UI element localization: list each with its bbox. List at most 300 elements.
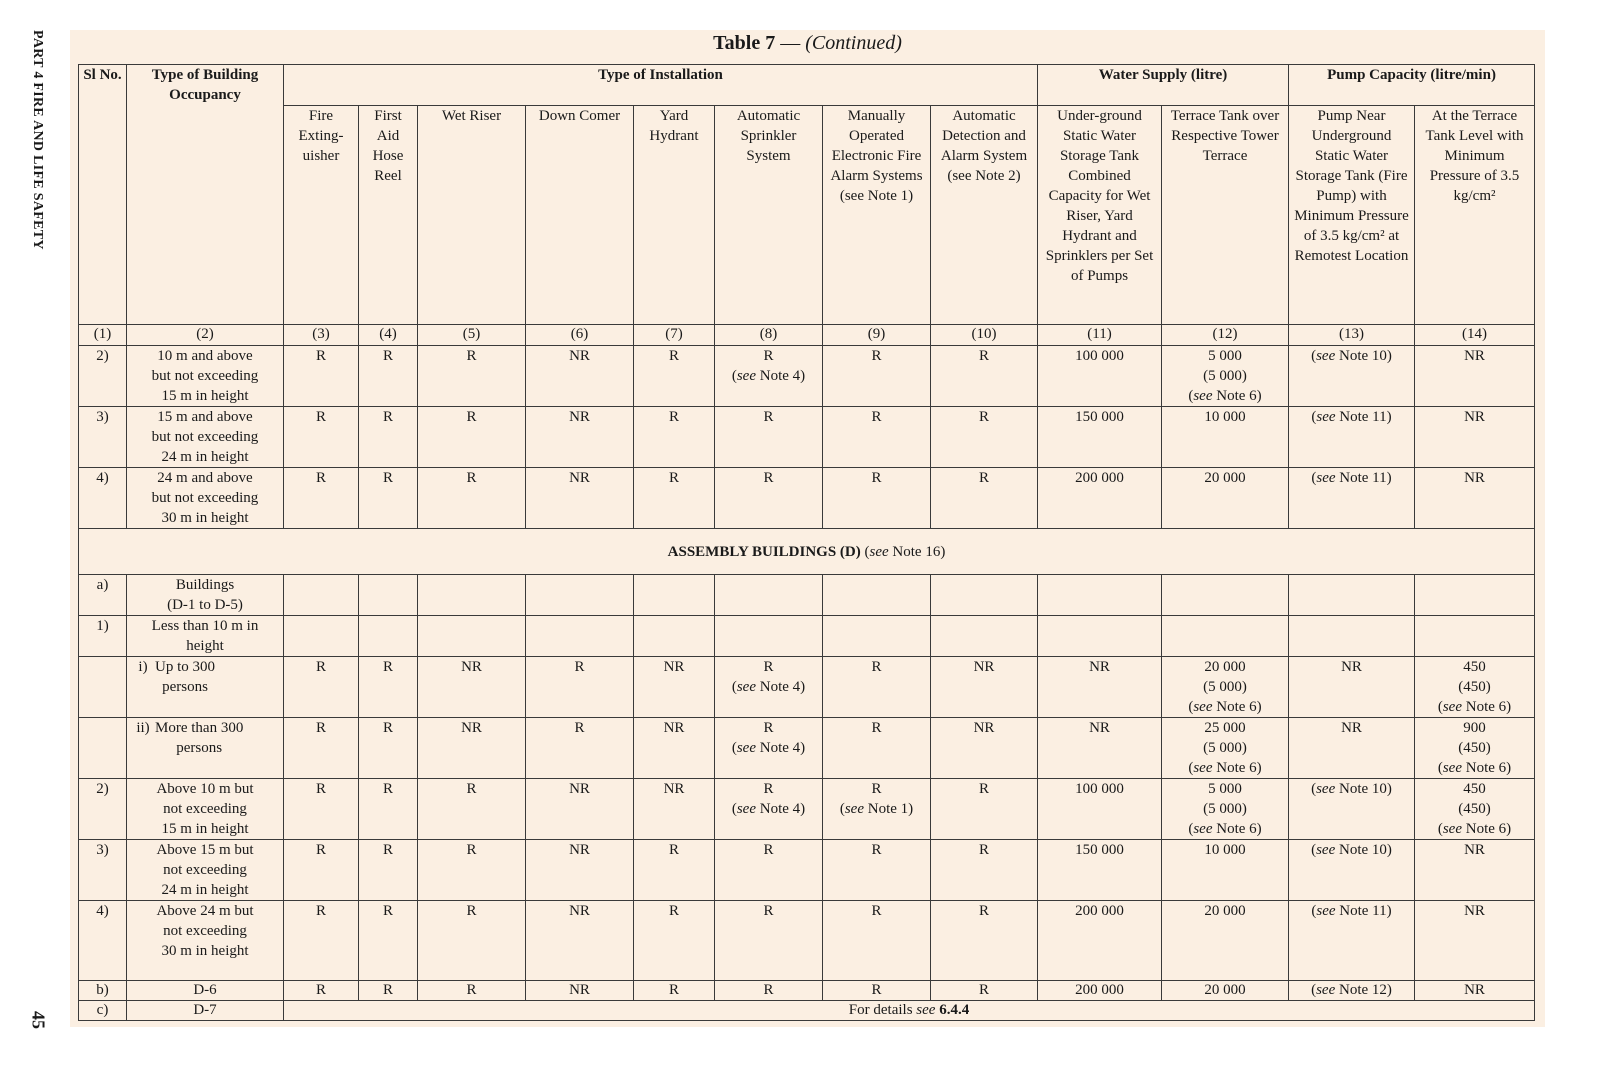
row-occupancy bbox=[127, 575, 284, 616]
cell-line: NR bbox=[1464, 348, 1485, 364]
cell-line: (see Note 4) bbox=[731, 679, 806, 695]
cell-line: (5 000) bbox=[1203, 368, 1247, 384]
cell-col-5 bbox=[418, 468, 526, 529]
sub-label bbox=[155, 657, 215, 697]
column-number-12: (12) bbox=[1162, 325, 1289, 346]
cell-col-13 bbox=[1289, 840, 1415, 901]
cell-col-8 bbox=[715, 840, 823, 901]
cell-line: R bbox=[574, 659, 585, 675]
cell-line: R bbox=[466, 409, 477, 425]
occupancy-line: (D-1 to D-5) bbox=[167, 597, 243, 613]
cell-col-11 bbox=[1038, 901, 1162, 981]
cell-line: R bbox=[466, 348, 477, 364]
header-col-7: Yard Hydrant bbox=[634, 106, 715, 325]
cell-col-5 bbox=[418, 657, 526, 718]
occupancy-line: 30 m in height bbox=[161, 510, 249, 526]
cell-col-13 bbox=[1289, 346, 1415, 407]
header-col-8: Automatic Sprinkler System bbox=[715, 106, 823, 325]
occupancy-line: not exceeding bbox=[163, 923, 247, 939]
table-row bbox=[79, 901, 1535, 981]
header-col-11: Under-ground Static Water Storage Tank Combined Capacity for Wet Riser, Yard Hydrant and Sprinklers per Set of Pumps bbox=[1038, 106, 1162, 325]
cell-col-11 bbox=[1038, 616, 1162, 657]
cell-line: R bbox=[871, 659, 882, 675]
cell-line: NR bbox=[569, 781, 590, 797]
cell-col-10 bbox=[931, 468, 1038, 529]
cell-col-14 bbox=[1415, 901, 1535, 981]
section-heading bbox=[79, 529, 1535, 575]
cell-line: 20 000 bbox=[1204, 903, 1246, 919]
row-sl-number: 1) bbox=[79, 616, 127, 657]
cell-line: 200 000 bbox=[1075, 470, 1124, 486]
cell-col-9 bbox=[823, 616, 931, 657]
cell-line: R bbox=[978, 409, 989, 425]
cell-line: (450) bbox=[1458, 740, 1491, 756]
column-number-9: (9) bbox=[823, 325, 931, 346]
cell-line: R bbox=[763, 903, 774, 919]
header-pump-capacity: Pump Capacity (litre/min) bbox=[1289, 65, 1535, 106]
header-col-14: At the Terrace Tank Level with Minimum Pressure of 3.5 kg/cm² bbox=[1415, 106, 1535, 325]
cell-col-14 bbox=[1415, 779, 1535, 840]
column-number-1: (1) bbox=[79, 325, 127, 346]
cell-line: 900 bbox=[1463, 720, 1486, 736]
cell-line: R bbox=[763, 982, 774, 998]
cell-col-8 bbox=[715, 575, 823, 616]
cell-col-11 bbox=[1038, 718, 1162, 779]
cell-line: (see Note 6) bbox=[1188, 388, 1262, 404]
header-water-supply: Water Supply (litre) bbox=[1038, 65, 1289, 106]
cell-col-6 bbox=[526, 981, 634, 1001]
table-row bbox=[79, 840, 1535, 901]
column-number-14: (14) bbox=[1415, 325, 1535, 346]
cell-line: 25 000 bbox=[1204, 720, 1246, 736]
cell-col-6 bbox=[526, 718, 634, 779]
cell-col-9 bbox=[823, 779, 931, 840]
row-occupancy bbox=[127, 718, 284, 779]
cell-col-6 bbox=[526, 657, 634, 718]
cell-col-9 bbox=[823, 346, 931, 407]
cell-col-13 bbox=[1289, 901, 1415, 981]
cell-col-10 bbox=[931, 657, 1038, 718]
cell-col-11 bbox=[1038, 346, 1162, 407]
cell-line: NR bbox=[1464, 842, 1485, 858]
header-row-groups bbox=[79, 65, 1535, 106]
cell-col-4 bbox=[359, 407, 418, 468]
cell-col-8 bbox=[715, 657, 823, 718]
table-row bbox=[79, 616, 1535, 657]
cell-line: R bbox=[763, 842, 774, 858]
table-row bbox=[79, 779, 1535, 840]
cell-col-4 bbox=[359, 657, 418, 718]
cell-col-4 bbox=[359, 981, 418, 1001]
cell-line: R bbox=[978, 842, 989, 858]
cell-line: 20 000 bbox=[1204, 470, 1246, 486]
cell-col-14 bbox=[1415, 657, 1535, 718]
row-sl-number: 3) bbox=[79, 407, 127, 468]
cell-col-5 bbox=[418, 901, 526, 981]
cell-line: R bbox=[978, 781, 989, 797]
sub-label bbox=[155, 718, 243, 758]
cell-line: NR bbox=[569, 348, 590, 364]
cell-col-9 bbox=[823, 657, 931, 718]
cell-line: (see Note 11) bbox=[1311, 903, 1392, 919]
cell-col-3 bbox=[284, 981, 359, 1001]
detail-ref: 6.4.4 bbox=[935, 1002, 970, 1018]
cell-line: (see Note 10) bbox=[1311, 348, 1392, 364]
cell-col-5 bbox=[418, 981, 526, 1001]
cell-line: 450 bbox=[1463, 659, 1486, 675]
occupancy-line: More than 300 bbox=[155, 720, 244, 736]
row-sl-number: c) bbox=[79, 1001, 127, 1021]
table-row bbox=[79, 1001, 1535, 1021]
cell-col-3 bbox=[284, 901, 359, 981]
cell-line: (see Note 6) bbox=[1437, 760, 1512, 776]
row-sl-number: a) bbox=[79, 575, 127, 616]
cell-line: 10 000 bbox=[1204, 409, 1246, 425]
header-col-13: Pump Near Underground Static Water Storage Tank (Fire Pump) with Minimum Pressure of 3.5 kg/cm² at Remotest Location bbox=[1289, 106, 1415, 325]
cell-line: NR bbox=[569, 409, 590, 425]
row-occupancy bbox=[127, 901, 284, 981]
cell-col-8 bbox=[715, 616, 823, 657]
row-occupancy bbox=[127, 407, 284, 468]
cell-col-4 bbox=[359, 718, 418, 779]
cell-col-4 bbox=[359, 901, 418, 981]
cell-col-10 bbox=[931, 779, 1038, 840]
table-row bbox=[79, 981, 1535, 1001]
cell-line: 150 000 bbox=[1075, 409, 1124, 425]
cell-line: R bbox=[382, 842, 393, 858]
occupancy-line: Buildings bbox=[175, 577, 235, 593]
column-number-6: (6) bbox=[526, 325, 634, 346]
cell-line: R bbox=[668, 348, 679, 364]
cell-line: R bbox=[871, 781, 882, 797]
cell-line: (5 000) bbox=[1203, 679, 1247, 695]
cell-line: 20 000 bbox=[1204, 982, 1246, 998]
cell-col-7 bbox=[634, 575, 715, 616]
occupancy-line: 15 m in height bbox=[161, 388, 249, 404]
cell-col-13 bbox=[1289, 616, 1415, 657]
cell-col-6 bbox=[526, 346, 634, 407]
cell-line: NR bbox=[1089, 659, 1110, 675]
page-number: 45 bbox=[28, 1011, 49, 1029]
cell-col-5 bbox=[418, 575, 526, 616]
column-number-8: (8) bbox=[715, 325, 823, 346]
cell-col-9 bbox=[823, 840, 931, 901]
cell-line: (see Note 6) bbox=[1437, 699, 1512, 715]
cell-col-4 bbox=[359, 616, 418, 657]
cell-line: R bbox=[382, 720, 393, 736]
cell-col-3 bbox=[284, 840, 359, 901]
cell-col-8 bbox=[715, 346, 823, 407]
cell-line: R bbox=[315, 348, 326, 364]
cell-line: NR bbox=[1341, 659, 1362, 675]
cell-col-3 bbox=[284, 468, 359, 529]
header-occupancy: Type of Building Occupancy bbox=[127, 65, 284, 325]
cell-line: NR bbox=[1464, 470, 1485, 486]
cell-line: R bbox=[315, 781, 326, 797]
cell-col-12 bbox=[1162, 718, 1289, 779]
cell-line: 10 000 bbox=[1204, 842, 1246, 858]
row-occupancy: D-7 bbox=[127, 1001, 284, 1021]
cell-col-5 bbox=[418, 718, 526, 779]
cell-line: R bbox=[668, 409, 679, 425]
header-col-5: Wet Riser bbox=[418, 106, 526, 325]
cell-col-10 bbox=[931, 407, 1038, 468]
section-title: ASSEMBLY BUILDINGS (D) bbox=[667, 543, 861, 560]
cell-col-3 bbox=[284, 346, 359, 407]
cell-line: R bbox=[574, 720, 585, 736]
cell-line: (see Note 11) bbox=[1311, 470, 1392, 486]
cell-col-11 bbox=[1038, 468, 1162, 529]
cell-col-6 bbox=[526, 901, 634, 981]
row-sl-number bbox=[79, 718, 127, 779]
cell-col-9 bbox=[823, 718, 931, 779]
cell-line: 200 000 bbox=[1075, 903, 1124, 919]
cell-line: R bbox=[871, 720, 882, 736]
cell-col-11 bbox=[1038, 575, 1162, 616]
cell-line: R bbox=[668, 842, 679, 858]
cell-col-12 bbox=[1162, 616, 1289, 657]
occupancy-line: 24 m in height bbox=[161, 449, 249, 465]
part-label: PART 4 FIRE AND LIFE SAFETY bbox=[30, 30, 45, 250]
group-row-buildings bbox=[79, 575, 1535, 616]
cell-col-13 bbox=[1289, 779, 1415, 840]
cell-line: NR bbox=[569, 903, 590, 919]
column-number-2: (2) bbox=[127, 325, 284, 346]
cell-line: R bbox=[978, 982, 989, 998]
cell-line: R bbox=[382, 781, 393, 797]
header-col-10-note: (see Note 2) bbox=[947, 168, 1021, 184]
cell-line: (see Note 4) bbox=[731, 368, 806, 384]
header-col-10-label: Automatic Detection and Alarm System bbox=[940, 108, 1028, 164]
cell-line: 20 000 bbox=[1204, 659, 1246, 675]
cell-col-5 bbox=[418, 407, 526, 468]
sub-number: i) bbox=[138, 659, 148, 675]
table-row bbox=[79, 468, 1535, 529]
cell-col-5 bbox=[418, 346, 526, 407]
cell-col-9 bbox=[823, 575, 931, 616]
cell-line: 200 000 bbox=[1075, 982, 1124, 998]
occupancy-line: Above 15 m but bbox=[156, 842, 254, 858]
cell-line: NR bbox=[1464, 409, 1485, 425]
cell-col-14 bbox=[1415, 718, 1535, 779]
cell-line: (see Note 6) bbox=[1188, 699, 1262, 715]
occupancy-line: but not exceeding bbox=[151, 429, 259, 445]
cell-line: R bbox=[871, 348, 882, 364]
row-sl-number: b) bbox=[79, 981, 127, 1001]
cell-line: NR bbox=[1464, 982, 1485, 998]
cell-line: (5 000) bbox=[1203, 740, 1247, 756]
cell-line: NR bbox=[1341, 720, 1362, 736]
occupancy-line: not exceeding bbox=[163, 862, 247, 878]
column-number-7: (7) bbox=[634, 325, 715, 346]
cell-line: R bbox=[466, 470, 477, 486]
occupancy-line: 30 m in height bbox=[161, 943, 249, 959]
occupancy-line: not exceeding bbox=[163, 801, 247, 817]
cell-line: R bbox=[763, 470, 774, 486]
cell-line: R bbox=[315, 842, 326, 858]
cell-col-12 bbox=[1162, 779, 1289, 840]
cell-line: R bbox=[871, 842, 882, 858]
occupancy-line: 15 m and above bbox=[157, 409, 253, 425]
cell-line: R bbox=[382, 470, 393, 486]
cell-col-14 bbox=[1415, 575, 1535, 616]
cell-line: R bbox=[668, 903, 679, 919]
cell-col-7 bbox=[634, 718, 715, 779]
section-note: (see Note 16) bbox=[860, 543, 946, 560]
cell-line: R bbox=[466, 781, 477, 797]
occupancy-line: but not exceeding bbox=[151, 368, 259, 384]
occupancy-line: 24 m in height bbox=[161, 882, 249, 898]
occupancy-line: 24 m and above bbox=[157, 470, 253, 486]
header-col-10 bbox=[931, 106, 1038, 325]
cell-line: NR bbox=[1089, 720, 1110, 736]
row-sl-number bbox=[79, 657, 127, 718]
cell-col-14 bbox=[1415, 981, 1535, 1001]
cell-line: R bbox=[668, 470, 679, 486]
column-number-4: (4) bbox=[359, 325, 418, 346]
cell-line: R bbox=[315, 903, 326, 919]
cell-line: 100 000 bbox=[1075, 781, 1124, 797]
cell-col-7 bbox=[634, 657, 715, 718]
cell-line: (see Note 6) bbox=[1437, 821, 1512, 837]
cell-line: R bbox=[978, 470, 989, 486]
cell-col-3 bbox=[284, 718, 359, 779]
cell-line: R bbox=[315, 982, 326, 998]
cell-col-9 bbox=[823, 468, 931, 529]
header-col-9-note: (see Note 1) bbox=[839, 188, 914, 204]
column-number-13: (13) bbox=[1289, 325, 1415, 346]
cell-col-8 bbox=[715, 901, 823, 981]
row-detail bbox=[284, 1001, 1535, 1021]
cell-col-11 bbox=[1038, 981, 1162, 1001]
cell-col-10 bbox=[931, 840, 1038, 901]
cell-line: R bbox=[382, 409, 393, 425]
cell-line: R bbox=[871, 903, 882, 919]
cell-col-8 bbox=[715, 981, 823, 1001]
row-sl-number: 2) bbox=[79, 346, 127, 407]
occupancy-line: persons bbox=[176, 740, 223, 756]
header-type-of-installation: Type of Installation bbox=[284, 65, 1038, 106]
cell-col-10 bbox=[931, 901, 1038, 981]
cell-col-11 bbox=[1038, 779, 1162, 840]
cell-col-7 bbox=[634, 779, 715, 840]
cell-col-12 bbox=[1162, 901, 1289, 981]
cell-col-5 bbox=[418, 840, 526, 901]
cell-line: R bbox=[382, 348, 393, 364]
sub-row bbox=[79, 657, 1535, 718]
cell-col-10 bbox=[931, 346, 1038, 407]
fire-installation-table bbox=[78, 64, 1535, 1021]
cell-col-7 bbox=[634, 407, 715, 468]
cell-col-3 bbox=[284, 616, 359, 657]
cell-col-13 bbox=[1289, 981, 1415, 1001]
cell-col-6 bbox=[526, 779, 634, 840]
row-occupancy bbox=[127, 840, 284, 901]
header-row-columns bbox=[79, 106, 1535, 325]
cell-line: R bbox=[668, 982, 679, 998]
cell-col-7 bbox=[634, 901, 715, 981]
cell-line: (see Note 6) bbox=[1188, 760, 1262, 776]
cell-line: NR bbox=[663, 659, 685, 675]
row-occupancy bbox=[127, 346, 284, 407]
cell-col-5 bbox=[418, 616, 526, 657]
cell-line: (see Note 10) bbox=[1311, 842, 1392, 858]
cell-col-12 bbox=[1162, 468, 1289, 529]
detail-prefix: For details bbox=[848, 1002, 917, 1018]
cell-line: (see Note 10) bbox=[1311, 781, 1392, 797]
cell-line: NR bbox=[973, 720, 995, 736]
cell-col-4 bbox=[359, 346, 418, 407]
cell-col-8 bbox=[715, 468, 823, 529]
cell-col-7 bbox=[634, 840, 715, 901]
cell-col-14 bbox=[1415, 346, 1535, 407]
table-sheet bbox=[70, 30, 1545, 1027]
cell-col-11 bbox=[1038, 407, 1162, 468]
cell-col-3 bbox=[284, 657, 359, 718]
cell-line: (450) bbox=[1458, 801, 1491, 817]
cell-line: (see Note 12) bbox=[1311, 982, 1392, 998]
cell-col-7 bbox=[634, 981, 715, 1001]
cell-col-10 bbox=[931, 616, 1038, 657]
cell-line: R bbox=[466, 903, 477, 919]
cell-line: NR bbox=[663, 720, 685, 736]
row-occupancy: D-6 bbox=[127, 981, 284, 1001]
header-col-9 bbox=[823, 106, 931, 325]
cell-col-12 bbox=[1162, 346, 1289, 407]
cell-col-5 bbox=[418, 779, 526, 840]
cell-col-8 bbox=[715, 718, 823, 779]
cell-line: 150 000 bbox=[1075, 842, 1124, 858]
table-row bbox=[79, 346, 1535, 407]
cell-col-13 bbox=[1289, 468, 1415, 529]
cell-line: R bbox=[763, 659, 774, 675]
cell-line: (450) bbox=[1458, 679, 1491, 695]
cell-line: R bbox=[382, 982, 393, 998]
cell-col-14 bbox=[1415, 468, 1535, 529]
cell-col-12 bbox=[1162, 840, 1289, 901]
cell-line: R bbox=[466, 982, 477, 998]
cell-line: NR bbox=[569, 470, 590, 486]
cell-col-13 bbox=[1289, 407, 1415, 468]
cell-col-3 bbox=[284, 575, 359, 616]
cell-col-9 bbox=[823, 901, 931, 981]
cell-line: R bbox=[763, 409, 774, 425]
cell-col-7 bbox=[634, 346, 715, 407]
row-sl-number: 3) bbox=[79, 840, 127, 901]
cell-col-14 bbox=[1415, 840, 1535, 901]
cell-col-10 bbox=[931, 981, 1038, 1001]
cell-line: (see Note 4) bbox=[731, 801, 806, 817]
cell-line: NR bbox=[973, 659, 995, 675]
cell-line: NR bbox=[663, 781, 685, 797]
cell-col-8 bbox=[715, 779, 823, 840]
cell-col-14 bbox=[1415, 407, 1535, 468]
occupancy-line: but not exceeding bbox=[151, 490, 259, 506]
occupancy-line: Less than 10 m in bbox=[151, 618, 259, 634]
column-number-11: (11) bbox=[1038, 325, 1162, 346]
occupancy-line: 15 m in height bbox=[161, 821, 249, 837]
row-occupancy bbox=[127, 657, 284, 718]
occupancy-line: Above 24 m but bbox=[156, 903, 254, 919]
cell-line: 100 000 bbox=[1075, 348, 1124, 364]
row-occupancy bbox=[127, 616, 284, 657]
cell-line: (see Note 4) bbox=[731, 740, 806, 756]
cell-line: R bbox=[382, 659, 393, 675]
cell-line: (see Note 6) bbox=[1188, 821, 1262, 837]
cell-col-9 bbox=[823, 407, 931, 468]
cell-col-4 bbox=[359, 779, 418, 840]
cell-line: NR bbox=[461, 720, 482, 736]
